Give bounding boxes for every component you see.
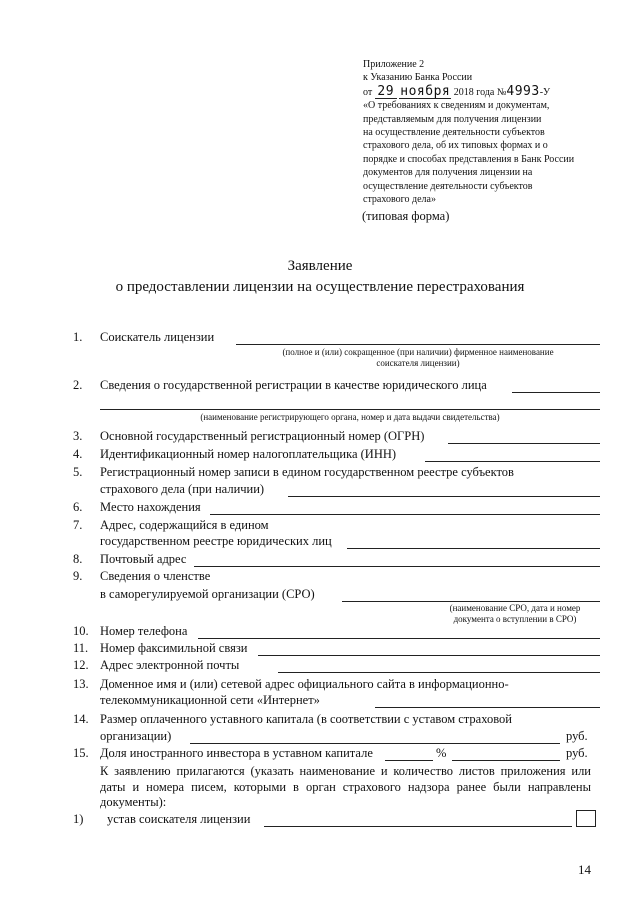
form-type-label: (типовая форма) bbox=[362, 209, 450, 223]
attachments-intro: К заявлению прилагаются (указать наименование и количество листов приложения или даты и номера писем, которыми в орган страхового надзора ранее были направлены документы): bbox=[100, 764, 591, 809]
item-label-inn: Идентификационный номер налогоплательщика (ИНН) bbox=[100, 447, 397, 461]
foreign-share-amount-field[interactable] bbox=[452, 760, 560, 761]
sro-field[interactable] bbox=[342, 601, 600, 602]
item-label-location: Место нахождения bbox=[100, 500, 201, 514]
attachment-sheets-box[interactable] bbox=[576, 810, 596, 827]
foreign-share-percent-field[interactable] bbox=[385, 760, 433, 761]
item-label-sro: Сведения о членстве bbox=[100, 569, 211, 583]
state-registration-field-2[interactable] bbox=[100, 409, 600, 410]
attachment-number: 1) bbox=[73, 812, 84, 826]
item-number: 6. bbox=[73, 500, 83, 514]
item-label-fax: Номер факсимильной связи bbox=[100, 641, 248, 655]
field-caption: (наименование СРО, дата и номер bbox=[449, 603, 581, 613]
field-caption: (полное и (или) сокращенное (при наличии) фирменное наименование bbox=[282, 347, 554, 357]
annex-date-year: 2018 года № bbox=[453, 86, 507, 98]
item-label-ogrn: Основной государственный регистрационный номер (ОГРН) bbox=[100, 429, 425, 443]
phone-field[interactable] bbox=[198, 638, 600, 639]
item-number: 11. bbox=[73, 641, 89, 655]
annex-desc-line: осуществление деятельности субъектов bbox=[363, 180, 533, 192]
fax-field[interactable] bbox=[258, 655, 600, 656]
item-label-website: Доменное имя и (или) сетевой адрес официального сайта в информационно- bbox=[100, 677, 509, 691]
currency-unit: руб. bbox=[566, 729, 588, 743]
field-caption: (наименование регистрирующего органа, номер и дата выдачи свидетельства) bbox=[200, 412, 500, 422]
item-number: 3. bbox=[73, 429, 83, 443]
document-subtitle: о предоставлении лицензии на осуществление перестрахования bbox=[115, 279, 525, 295]
registry-number-field[interactable] bbox=[288, 496, 600, 497]
annex-from: от bbox=[363, 86, 373, 98]
item-label-registry-number: Регистрационный номер записи в едином государственном реестре субъектов bbox=[100, 465, 514, 479]
annex-line: Приложение 2 bbox=[363, 59, 425, 70]
item-number: 13. bbox=[73, 677, 89, 691]
item-label-applicant: Соискатель лицензии bbox=[100, 330, 215, 344]
attachment-label-charter: устав соискателя лицензии bbox=[107, 812, 251, 826]
page-number: 14 bbox=[578, 862, 591, 877]
state-registration-field[interactable] bbox=[512, 392, 600, 393]
item-label-email: Адрес электронной почты bbox=[100, 658, 240, 672]
item-number: 14. bbox=[73, 712, 89, 726]
annex-desc-line: документов для получения лицензии на bbox=[363, 167, 533, 179]
item-label-capital-cont: организации) bbox=[100, 729, 172, 743]
item-label-address: Адрес, содержащийся в едином bbox=[100, 518, 269, 532]
item-number: 4. bbox=[73, 447, 83, 461]
inn-field[interactable] bbox=[425, 461, 600, 462]
annex-date-day: 29 bbox=[375, 86, 397, 99]
item-number: 9. bbox=[73, 569, 83, 583]
item-label-registry-number-cont: страхового дела (при наличии) bbox=[100, 482, 265, 496]
capital-amount-field[interactable] bbox=[190, 743, 560, 744]
item-number: 1. bbox=[73, 330, 83, 344]
item-number: 10. bbox=[73, 624, 89, 638]
annex-desc-line: на осуществление деятельности субъектов bbox=[363, 127, 545, 139]
item-label-postal-address: Почтовый адрес bbox=[100, 552, 187, 566]
annex-desc-line: «О требованиях к сведениям и документам, bbox=[363, 100, 550, 112]
currency-unit: руб. bbox=[566, 746, 588, 760]
annex-desc-line: представляемым для получения лицензии bbox=[363, 113, 542, 125]
applicant-name-field[interactable] bbox=[236, 344, 600, 345]
website-field[interactable] bbox=[375, 707, 600, 708]
item-label-capital: Размер оплаченного уставного капитала (в соответствии с уставом страховой bbox=[100, 712, 512, 726]
annex-line: к Указанию Банка России bbox=[363, 72, 473, 84]
annex-date-line bbox=[363, 85, 623, 99]
charter-attachment-field[interactable] bbox=[264, 826, 572, 827]
annex-desc-line: страхового дела, об их типовых формах и о bbox=[363, 140, 548, 152]
item-label-sro-cont: в саморегулируемой организации (СРО) bbox=[100, 587, 315, 601]
location-field[interactable] bbox=[210, 514, 600, 515]
item-number: 5. bbox=[73, 465, 83, 479]
item-number: 12. bbox=[73, 658, 89, 672]
item-number: 2. bbox=[73, 378, 83, 392]
item-label-state-registration: Сведения о государственной регистрации в качестве юридического лица bbox=[100, 378, 487, 392]
annex-date-month: ноября bbox=[400, 83, 451, 99]
email-field[interactable] bbox=[278, 672, 600, 673]
annex-desc-line: страхового дела» bbox=[363, 194, 436, 206]
item-label-foreign-share: Доля иностранного инвестора в уставном капитале bbox=[100, 746, 373, 760]
document-title: Заявление bbox=[287, 258, 353, 274]
field-caption: соискателя лицензии) bbox=[376, 358, 460, 368]
annex-doc-number: 4993 bbox=[506, 83, 540, 99]
percent-sign: % bbox=[436, 746, 447, 760]
ogrn-field[interactable] bbox=[448, 443, 600, 444]
field-caption: документа о вступлении в СРО) bbox=[453, 614, 577, 624]
postal-address-field[interactable] bbox=[194, 566, 600, 567]
item-number: 7. bbox=[73, 518, 83, 532]
annex-desc-line: порядке и способах представления в Банк России bbox=[363, 153, 575, 165]
annex-header bbox=[363, 58, 623, 206]
annex-doc-suffix: -У bbox=[539, 86, 551, 98]
item-label-website-cont: телекоммуникационной сети «Интернет» bbox=[100, 693, 320, 707]
item-label-address-cont: государственном реестре юридических лиц bbox=[100, 534, 332, 548]
address-field[interactable] bbox=[347, 548, 600, 549]
item-number: 8. bbox=[73, 552, 83, 566]
item-number: 15. bbox=[73, 746, 89, 760]
item-label-phone: Номер телефона bbox=[100, 624, 188, 638]
